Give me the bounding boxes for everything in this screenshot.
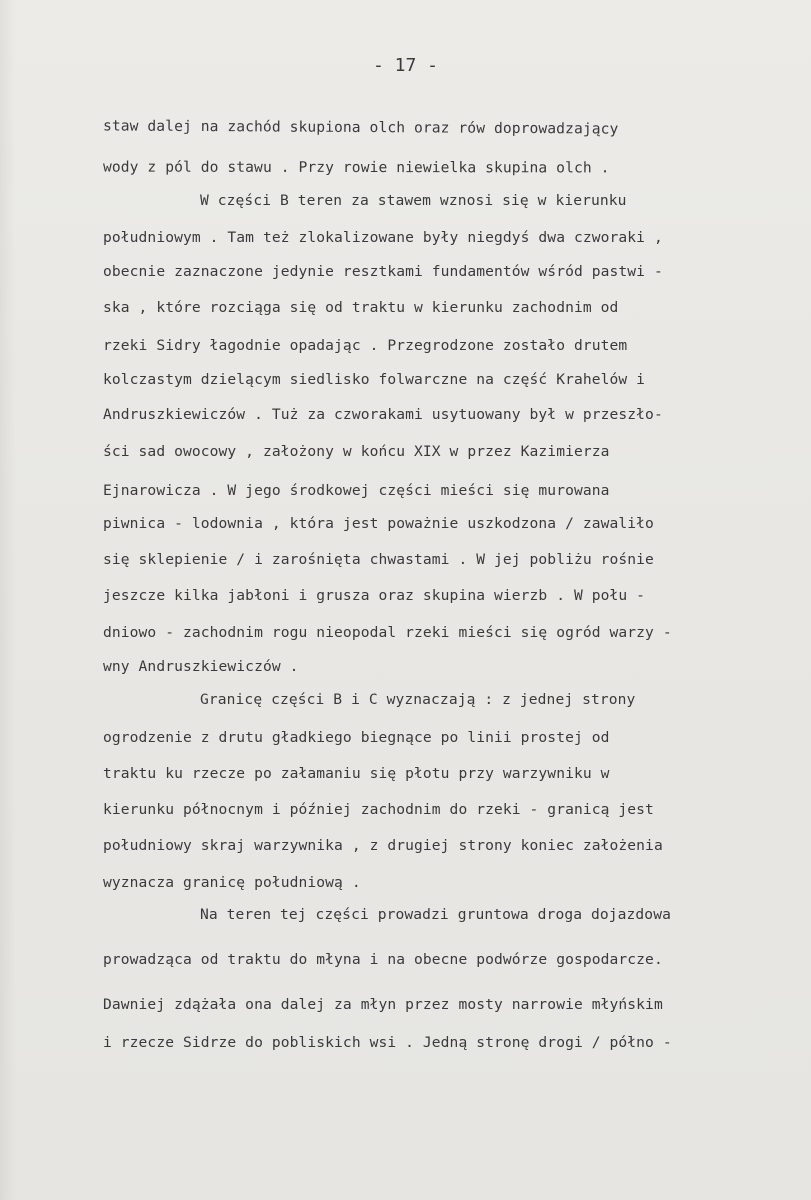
text-line: jeszcze kilka jabłoni i grusza oraz skupina wierzb . W połu - xyxy=(103,587,646,604)
text-line: kierunku północnym i później zachodnim do rzeki - granicą jest xyxy=(103,801,654,818)
text-line: Na teren tej części prowadzi gruntowa droga dojazdowa xyxy=(200,906,671,923)
page-number: - 17 - xyxy=(372,55,439,76)
text-line: kolczastym dzielącym siedlisko folwarczne na część Krahelów i xyxy=(103,371,646,388)
text-line: rzeki Sidry łagodnie opadając . Przegrodzone zostało drutem xyxy=(103,337,628,354)
text-line: W części B teren za stawem wznosi się w kierunku xyxy=(200,192,627,209)
text-line: dniowo - zachodnim rogu nieopodal rzeki mieści się ogród warzy - xyxy=(103,624,672,641)
text-line: Granicę części B i C wyznaczają : z jednej strony xyxy=(200,691,636,708)
text-line: południowym . Tam też zlokalizowane były niegdyś dwa czworaki , xyxy=(103,229,663,246)
text-line: wyznacza granicę południową . xyxy=(103,874,361,891)
text-line: staw dalej na zachód skupiona olch oraz rów doprowadzający xyxy=(102,117,619,138)
text-line: traktu ku rzecze po załamaniu się płotu przy warzywniku w xyxy=(103,765,610,782)
text-line: Ejnarowicza . W jego środkowej części mieści się murowana xyxy=(103,482,610,499)
text-line: wny Andruszkiewiczów . xyxy=(103,658,299,675)
text-line: ogrodzenie z drutu gładkiego biegnące po linii prostej od xyxy=(103,729,610,746)
text-line: ska , które rozciąga się od traktu w kierunku zachodnim od xyxy=(103,299,619,316)
text-line: się sklepienie / i zarośnięta chwastami . W jej pobliżu rośnie xyxy=(103,551,654,568)
text-line: obecnie zaznaczone jedynie resztkami fundamentów wśród pastwi - xyxy=(103,263,663,280)
text-line: Andruszkiewiczów . Tuż za czworakami usytuowany był w przeszło- xyxy=(103,406,663,423)
text-line: wody z pól do stawu . Przy rowie niewielka skupina olch . xyxy=(102,158,610,177)
text-line: piwnica - lodownia , która jest poważnie uszkodzona / zawaliło xyxy=(103,515,654,532)
text-line: ści sad owocowy , założony w końcu XIX w przez Kazimierza xyxy=(103,443,610,460)
text-line: południowy skraj warzywnika , z drugiej strony koniec założenia xyxy=(103,837,663,854)
text-line: i rzecze Sidrze do pobliskich wsi . Jedną stronę drogi / półno - xyxy=(103,1034,672,1051)
text-line: prowadząca od traktu do młyna i na obecne podwórze gospodarcze. xyxy=(103,951,663,968)
text-line: Dawniej zdążała ona dalej za młyn przez mosty narrowie młyńskim xyxy=(103,996,663,1013)
